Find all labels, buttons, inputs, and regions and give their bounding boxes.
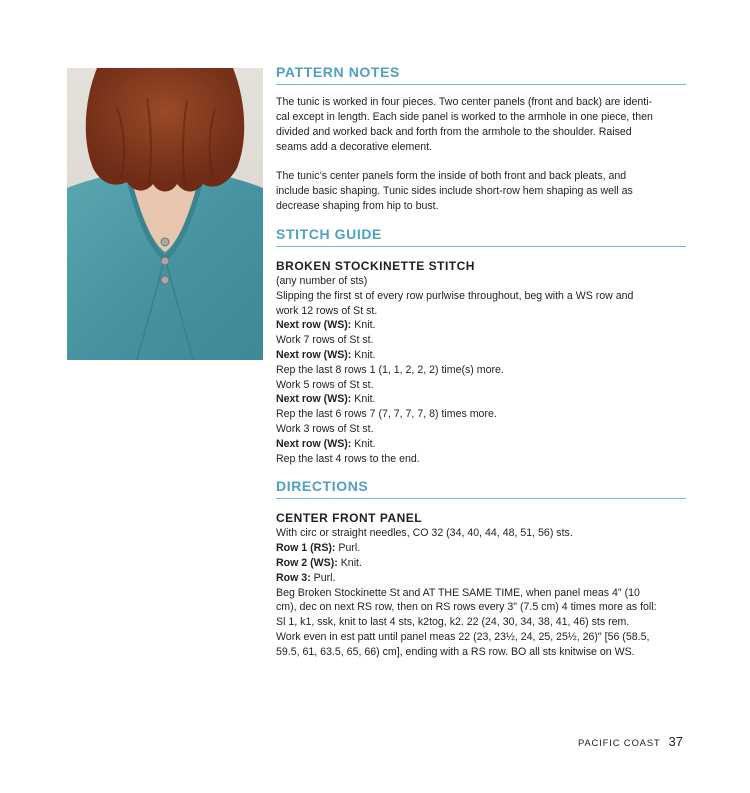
stitch-guide-heading: STITCH GUIDE xyxy=(276,226,686,247)
instruction-line: Next row (WS): Knit. xyxy=(276,437,376,450)
instruction-line: Row 1 (RS): Purl. xyxy=(276,542,361,555)
stitch-guide-subheading: BROKEN STOCKINETTE STITCH xyxy=(276,259,475,273)
instruction-line: Next row (WS): Knit. xyxy=(276,319,376,332)
instruction-line: With circ or straight needles, CO 32 (34, 40, 44, 48, 51, 56) sts. xyxy=(276,527,573,540)
instruction-line: Next row (WS): Knit. xyxy=(276,393,376,406)
page-footer xyxy=(578,734,683,749)
instruction-line: Work 3 rows of St st. xyxy=(276,422,374,435)
instruction-line: Beg Broken Stockinette St and AT THE SAME TIME, when panel meas 4" (10 xyxy=(276,586,640,599)
instruction-line: Next row (WS): Knit. xyxy=(276,348,376,361)
tunic-back-illustration xyxy=(67,68,263,360)
instruction-line: Work even in est patt until panel meas 22 (23, 23½, 24, 25, 25½, 26)" [56 (58.5, xyxy=(276,630,650,643)
directions-instructions xyxy=(276,526,686,659)
instruction-line: Row 3: Purl. xyxy=(276,571,336,584)
book-title: PACIFIC COAST xyxy=(577,738,661,749)
instruction-line: 59.5, 61, 63.5, 65, 66) cm], ending with a RS row. BO all sts knitwise on WS. xyxy=(276,645,635,658)
instruction-line: Slipping the first st of every row purlwise throughout, beg with a WS row and xyxy=(276,289,634,302)
instruction-line: cm), dec on next RS row, then on RS rows every 3" (7.5 cm) 4 times more as foll: xyxy=(276,601,657,614)
directions-heading: DIRECTIONS xyxy=(276,478,686,499)
pattern-notes-paragraph-2: The tunic’s center panels form the inside of both front and back pleats, and include basic shaping. Tunic sides include short-row hem shaping as well as decrease shaping from hip to bust. xyxy=(276,170,633,212)
instruction-line: Sl 1, k1, ssk, knit to last 4 sts, k2tog, k2. 22 (24, 30, 34, 38, 41, 46) sts rem. xyxy=(276,616,630,629)
instruction-line: Row 2 (WS): Knit. xyxy=(276,556,362,569)
instruction-line: Rep the last 4 rows to the end. xyxy=(276,452,420,465)
instruction-line: (any number of sts) xyxy=(276,275,368,287)
page-number: 37 xyxy=(668,734,683,749)
stitch-guide-instructions xyxy=(276,274,686,466)
instruction-line: work 12 rows of St st. xyxy=(276,304,378,317)
directions-subheading: CENTER FRONT PANEL xyxy=(276,511,423,526)
sweater-photo xyxy=(67,68,263,360)
instruction-line: Rep the last 8 rows 1 (1, 1, 2, 2, 2) time(s) more. xyxy=(276,363,504,376)
pattern-notes-heading: PATTERN NOTES xyxy=(276,64,686,85)
main-column xyxy=(276,64,686,660)
instruction-line: Work 5 rows of St st. xyxy=(276,378,374,391)
instruction-line: Rep the last 6 rows 7 (7, 7, 7, 7, 8) times more. xyxy=(276,408,497,421)
pattern-notes-paragraph-1: The tunic is worked in four pieces. Two center panels (front and back) are identi- cal except in length. Each side panel is worked to the armhole in one piece, then divided and worked back and forth from the armhole to the shoulder. Raised seams add a decorative element. xyxy=(276,96,653,153)
instruction-line: Work 7 rows of St st. xyxy=(276,334,374,347)
